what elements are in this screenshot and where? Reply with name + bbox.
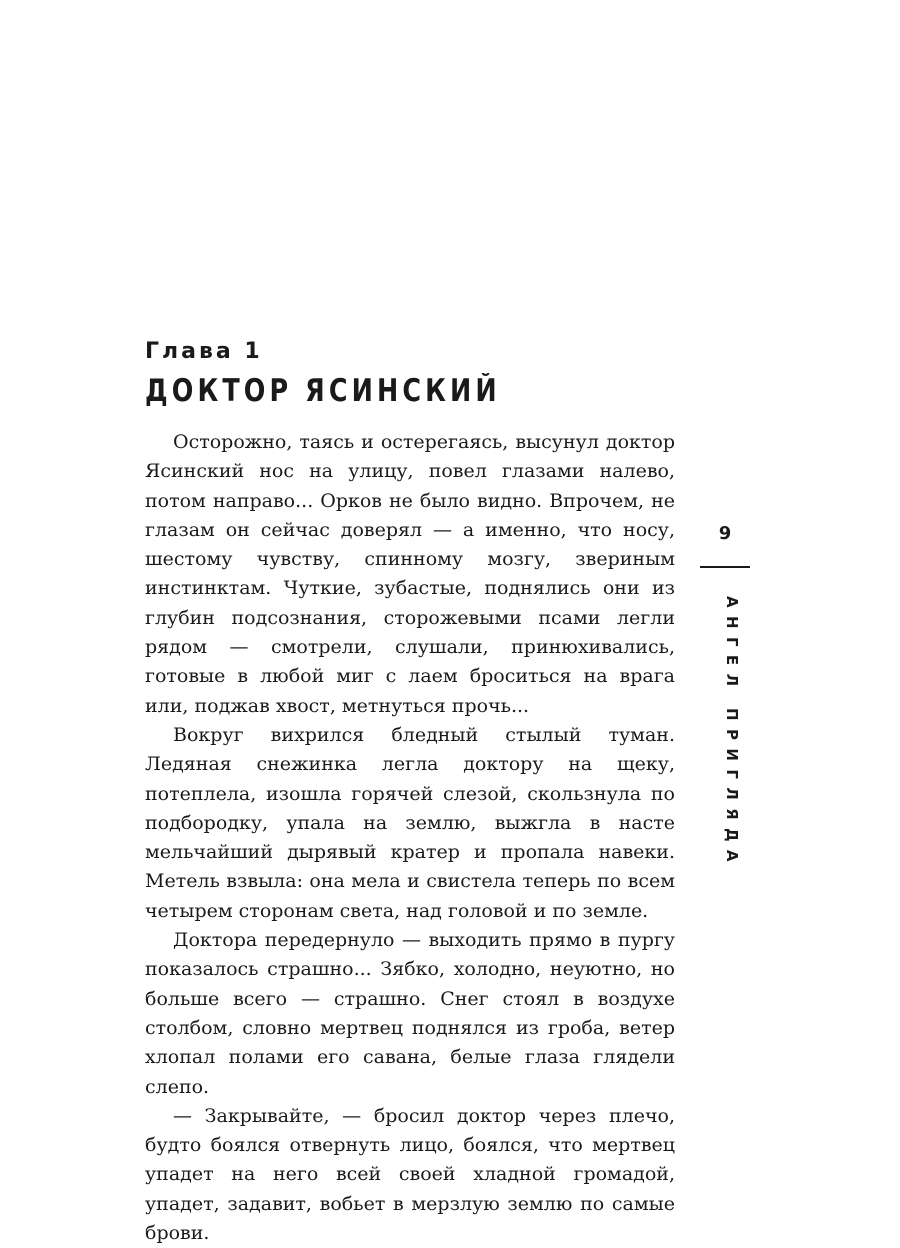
paragraph: Вокруг вихрился бледный стылый туман. Ледяная снежинка легла доктору на щеку, потеплела, изошла горячей слезой, скользнула по подбородку, упала на землю, выжгла в насте мельчайший дырявый кратер и пропала навеки. Метель взвыла: она мела и свистела теперь по всем четырем сторонам света, над головой и по земле. [145,723,675,922]
chapter-label: Глава 1 [145,339,263,364]
page-number: 9 [718,523,732,544]
chapter-title: ДОКТОР ЯСИНСКИЙ [145,373,501,409]
body-text [145,428,675,1248]
paragraph: Осторожно, таясь и остерегаясь, высунул доктор Ясинский нос на улицу, повел глазами налево, потом направо... Орков не было видно. Впрочем, не глазам он сейчас доверял — а именно, что носу, шестому чувству, спинному мозгу, звериным инстинктам. Чуткие, зубастые, поднялись они из глубин подсознания, сторожевыми псами легли рядом — смотрели, слушали, принюхивались, готовые в любой миг с лаем броситься на врага или, поджав хвост, метнуться прочь... [145,431,675,717]
paragraph: Доктора передернуло — выходить прямо в пургу показалось страшно... Зябко, холодно, неуютно, но больше всего — страшно. Снег стоял в воздухе столбом, словно мертвец поднялся из гроба, ветер хлопал полами его савана, белые глаза глядели слепо. [145,929,675,1098]
margin-divider [700,566,750,568]
paragraph: — Закрывайте, — бросил доктор через плечо, будто боялся отвернуть лицо, боялся, что мертвец упадет на него всей своей хладной громадой, упадет, задавит, вобьет в мерзлую землю по самые брови. [145,1104,675,1245]
running-title: АНГЕЛ ПРИГЛЯДА [723,596,741,870]
